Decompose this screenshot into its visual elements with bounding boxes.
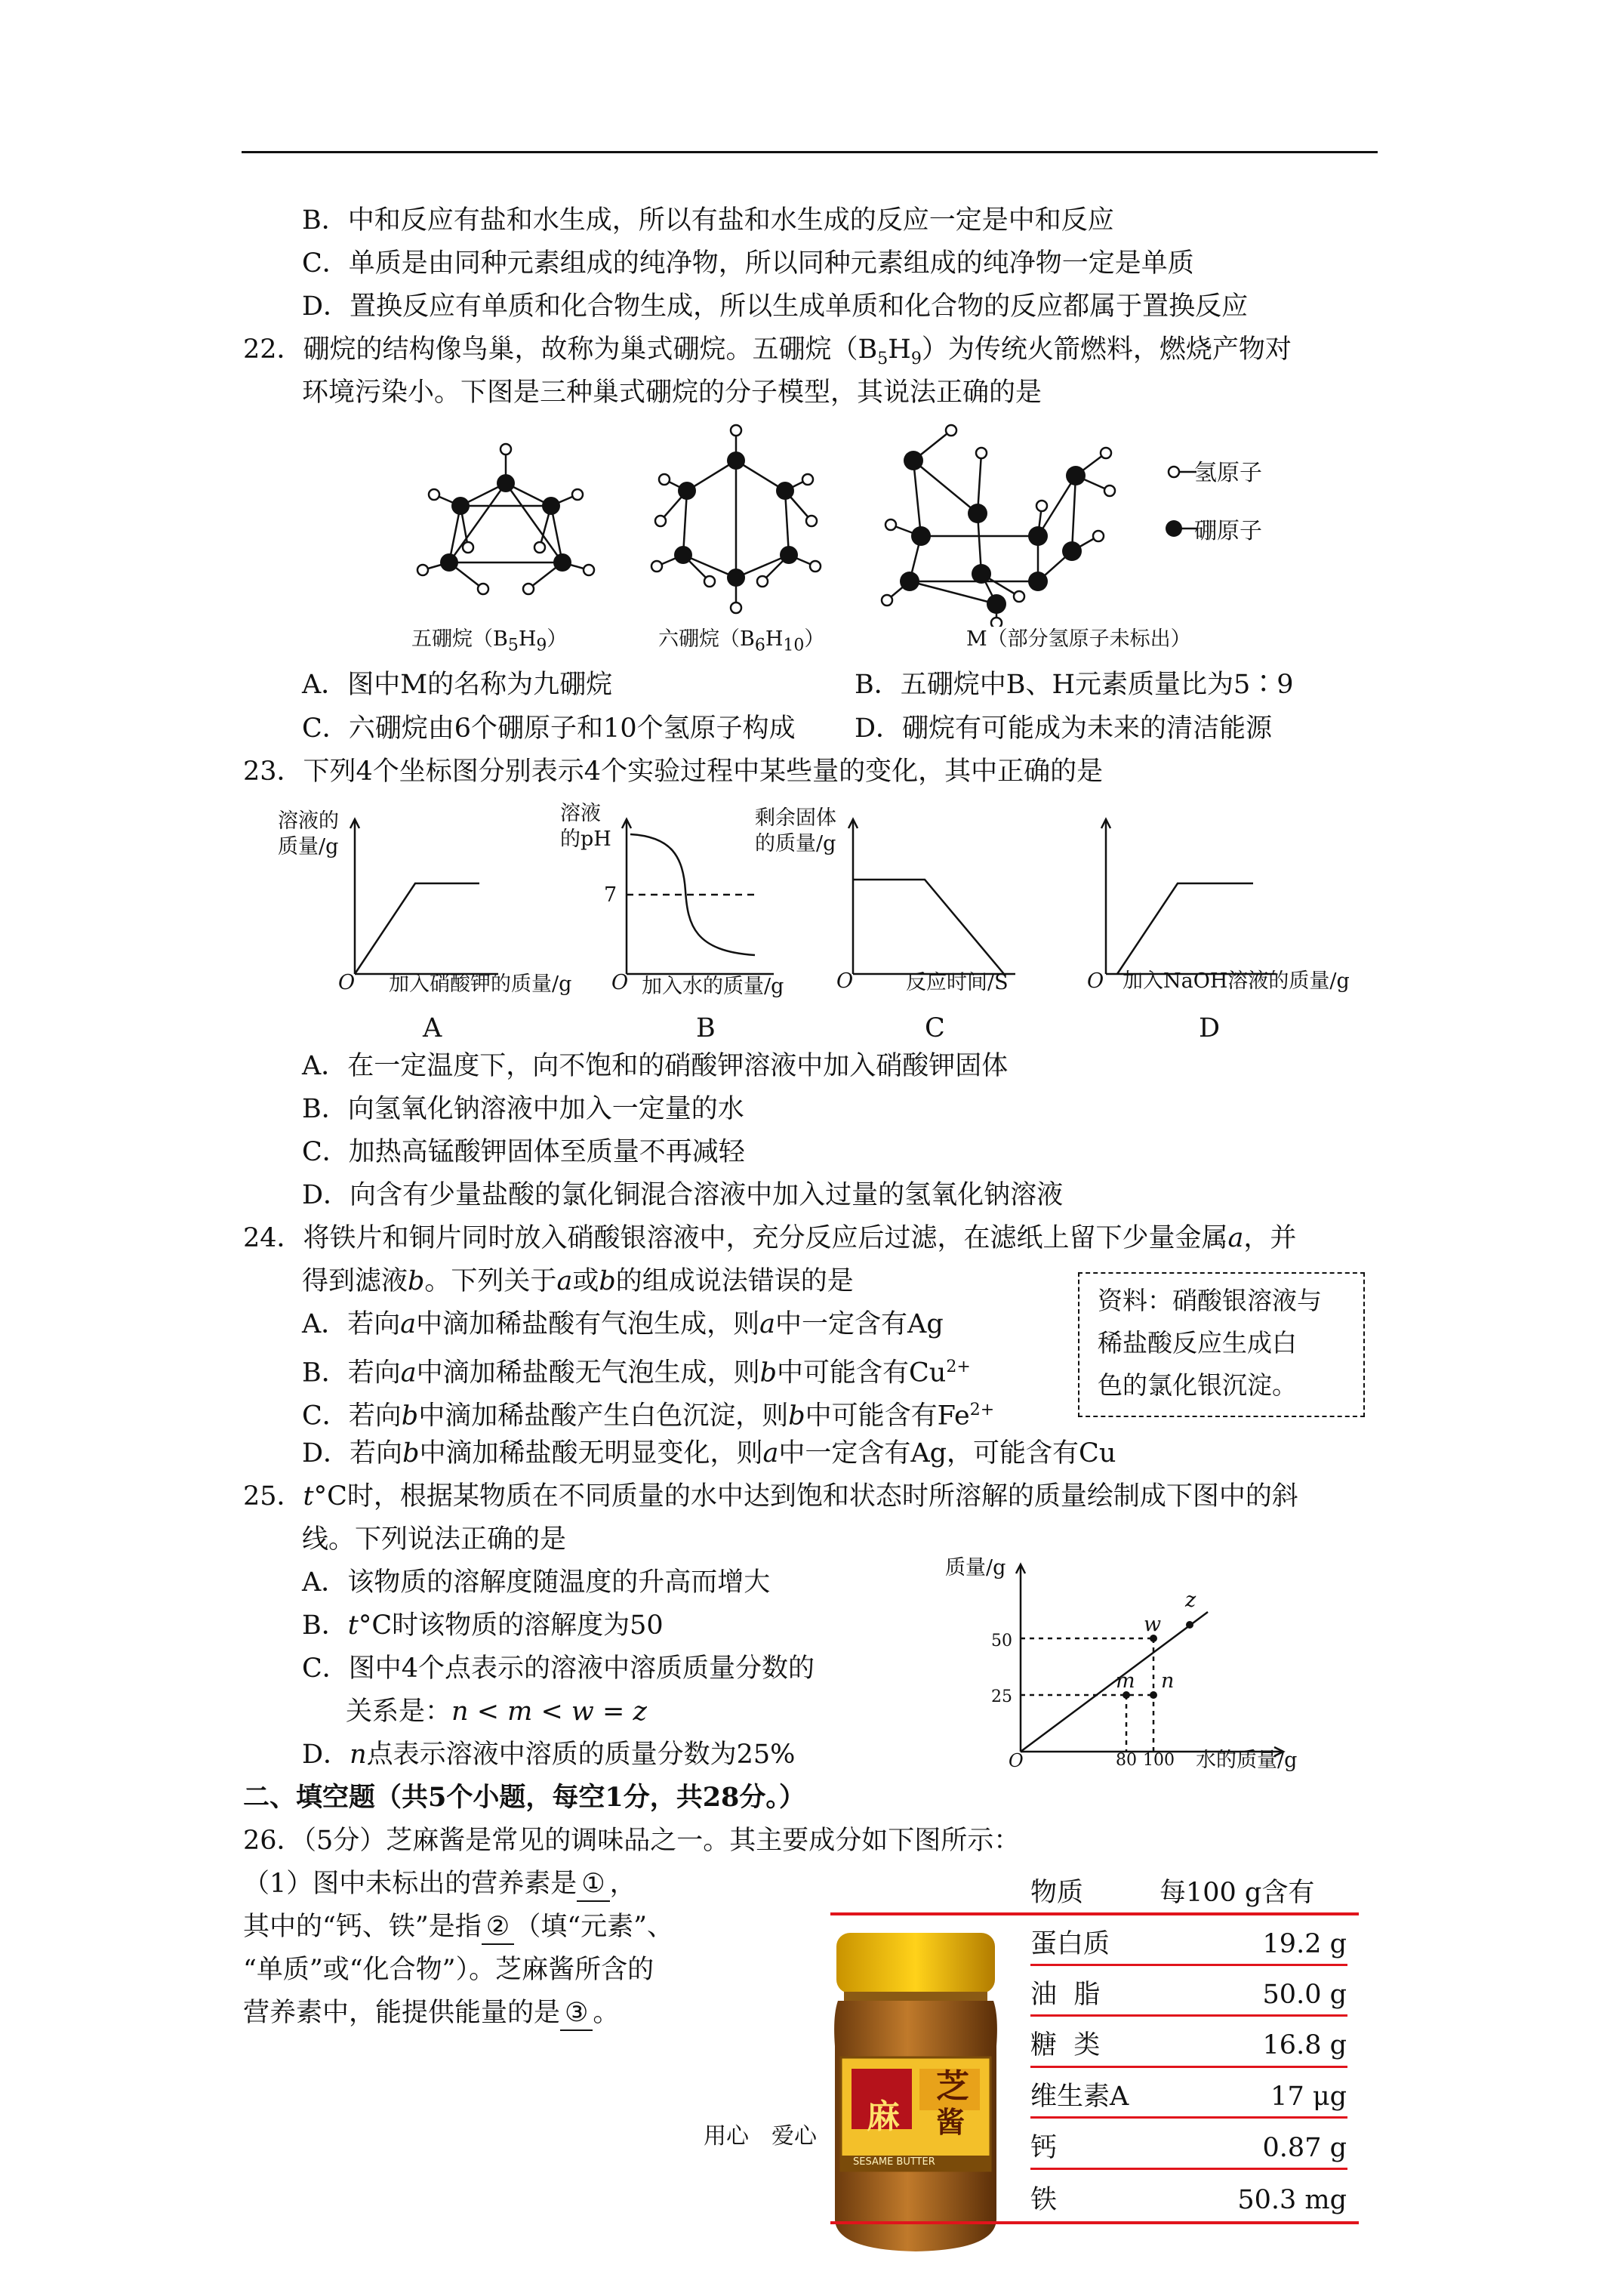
table-row-protein-name: 蛋白质	[1030, 1929, 1110, 1959]
graph-b-ylabel1: 溶液	[560, 802, 601, 825]
table-row-calcium-name: 钙	[1030, 2133, 1058, 2163]
jar-label-en: SESAME BUTTER	[853, 2156, 935, 2168]
graph-b-ylabel2: 的pH	[560, 827, 611, 851]
table-row-vitamina-value: 17 μg	[1270, 2082, 1347, 2112]
q24-stem-line1: 24．将铁片和铜片同时放入硝酸银溶液中，充分反应后过滤，在滤纸上留下少量金属a，并	[243, 1223, 1297, 1253]
table-row-iron-name: 铁	[1030, 2185, 1058, 2215]
q24-option-d: D．若向b中滴加稀盐酸无明显变化，则a中一定含有Ag，可能含有Cu	[302, 1438, 1116, 1469]
graph-c-xlabel: 反应时间/S	[906, 971, 1009, 994]
graph-b-xlabel: 加入水的质量/g	[642, 975, 784, 998]
jar-label-ma: 麻	[867, 2097, 900, 2136]
table-rule-3	[1030, 2066, 1347, 2068]
caption-b5h9: 五硼烷$(B_5H_9)$	[411, 627, 568, 655]
graph-c-ylabel1: 剩余固体	[755, 806, 836, 830]
q22-option-c: C．六硼烷由6个硼原子和10个氢原子构成	[302, 713, 796, 744]
graph-b-letter: B	[696, 1013, 716, 1043]
q22-option-b: B．五硼烷中B、H元素质量比为5∶9	[855, 670, 1294, 700]
q23-option-c: C．加热高锰酸钾固体至质量不再减轻	[302, 1137, 745, 1167]
q26-part1-line3: “单质”或“化合物”）。芝麻酱所含的	[243, 1955, 654, 1985]
table-head-substance: 物质	[1030, 1878, 1084, 1908]
q23-option-a: A．在一定温度下，向不饱和的硝酸钾溶液中加入硝酸钾固体	[302, 1051, 1009, 1081]
q26-part1-line1: （1）图中未标出的营养素是 ① ，	[243, 1867, 636, 1902]
tick-80: 80	[1116, 1751, 1137, 1770]
q22-option-a: A．图中M的名称为九硼烷	[302, 670, 613, 700]
table-rule-2	[1030, 2014, 1347, 2017]
q26-stem: 26．（5分）芝麻酱是常见的调味品之一。其主要成分如下图所示：	[243, 1826, 1021, 1856]
footer-text: 用心 爱心	[704, 2123, 817, 2150]
tick-100: 100	[1143, 1751, 1175, 1770]
graph-c-ylabel2: 的质量/g	[755, 832, 836, 855]
point-z-label: z	[1185, 1589, 1196, 1612]
solubility-graph	[951, 1555, 1298, 1767]
graph-d-xlabel: 加入NaOH溶液的质量/g	[1123, 969, 1350, 993]
borane-models	[393, 423, 1449, 627]
section-2-heading: 二、填空题（共5个小题，每空1分，共28分。）	[243, 1782, 805, 1813]
reference-box	[1078, 1272, 1365, 1417]
q22-stem-line1: 22．硼烷的结构像鸟巢，故称为巢式硼烷。五硼烷$(B_5H_9)$为传统火箭燃料，燃烧产物对	[243, 334, 1292, 368]
graph-a-xlabel: 加入硝酸钾的质量/g	[389, 972, 572, 996]
q22-stem-line2: 环境污染小。下图是三种巢式硼烷的分子模型，其说法正确的是	[302, 378, 1042, 408]
legend-boron: 硼原子	[1194, 518, 1262, 544]
table-rule-top	[830, 1912, 1359, 1915]
table-row-vitamina-name: 维生素A	[1030, 2082, 1129, 2112]
caption-m: M（部分氢原子未标出）	[966, 627, 1191, 651]
solubility-ylabel: 质量/g	[945, 1556, 1006, 1579]
tick-50: 50	[991, 1632, 1012, 1650]
q25-option-c-line2: 关系是：n < m < w = z	[346, 1697, 647, 1727]
q24-option-a: A．若向a中滴加稀盐酸有气泡生成，则a中一定含有Ag	[302, 1309, 944, 1339]
q21-option-c: C．单质是由同种元素组成的纯净物，所以同种元素组成的纯净物一定是单质	[302, 248, 1194, 279]
table-rule-bottom	[830, 2221, 1359, 2224]
q25-option-b: B．t°C时该物质的溶解度为50	[302, 1610, 664, 1641]
nutrition-table	[830, 1872, 1374, 2265]
tick-25: 25	[991, 1687, 1012, 1706]
jar-label-jiang: 酱	[936, 2105, 965, 2139]
blank-2[interactable]: ②	[482, 1910, 514, 1945]
graph-d-letter: D	[1199, 1013, 1221, 1043]
table-row-sugar-name: 糖 类	[1030, 2030, 1101, 2060]
q21-option-d: D．置换反应有单质和化合物生成，所以生成单质和化合物的反应都属于置换反应	[302, 291, 1249, 322]
solubility-xlabel: 水的质量/g	[1196, 1749, 1298, 1772]
jar-label-zhi: 芝	[936, 2067, 969, 2106]
graph-a-origin: O	[338, 971, 356, 994]
table-row-calcium-value: 0.87 g	[1262, 2133, 1347, 2163]
table-row-iron-value: 50.3 mg	[1237, 2185, 1347, 2215]
table-row-protein-value: 19.2 g	[1262, 1929, 1347, 1959]
reference-line1: 资料：硝酸银溶液与	[1098, 1286, 1322, 1315]
graph-c-origin: O	[836, 969, 854, 993]
reference-line2: 稀盐酸反应生成白	[1098, 1328, 1297, 1358]
q23-stem: 23．下列4个坐标图分别表示4个实验过程中某些量的变化，其中正确的是	[243, 757, 1104, 787]
q25-stem-line1: 25．t°C时，根据某物质在不同质量的水中达到饱和状态时所溶解的质量绘制成下图中的斜	[243, 1481, 1298, 1512]
blank-3[interactable]: ③	[560, 1996, 593, 2031]
q26-part1-line4: 营养素中，能提供能量的是 ③ 。	[243, 1996, 619, 2031]
blank-1[interactable]: ①	[577, 1867, 609, 1902]
q24-stem-line2: 得到滤液b。下列关于a或b的组成说法错误的是	[302, 1266, 854, 1296]
graph-a-ylabel2: 质量/g	[278, 835, 339, 858]
table-rule-4	[1030, 2116, 1347, 2119]
graph-b-origin: O	[611, 971, 629, 994]
point-m-label: m	[1116, 1669, 1135, 1693]
q23-option-b: B．向氢氧化钠溶液中加入一定量的水	[302, 1094, 744, 1124]
table-row-fat-value: 50.0 g	[1262, 1980, 1347, 2010]
table-rule-1	[1030, 1964, 1347, 1966]
q25-option-c-line1: C．图中4个点表示的溶液中溶质质量分数的	[302, 1653, 815, 1684]
graph-d-origin: O	[1087, 969, 1104, 993]
q25-stem-line2: 线。下列说法正确的是	[302, 1524, 567, 1555]
graph-b-seven: 7	[604, 883, 617, 907]
graph-a-ylabel1: 溶液的	[278, 809, 339, 833]
header-rule	[242, 151, 1378, 153]
solubility-origin: O	[1009, 1750, 1024, 1771]
q25-option-a: A．该物质的溶解度随温度的升高而增大	[302, 1567, 771, 1598]
table-row-fat-name: 油 脂	[1030, 1980, 1101, 2010]
caption-b6h10: 六硼烷$(B_6H_{10})$	[658, 627, 825, 655]
graph-a-letter: A	[423, 1013, 442, 1043]
table-rule-5	[1030, 2168, 1347, 2170]
point-w-label: w	[1144, 1613, 1162, 1636]
q24-option-b: B．若向a中滴加稀盐酸无气泡生成，则b中可能含有$Cu^{2+}$	[302, 1358, 971, 1388]
q24-option-c: C．若向b中滴加稀盐酸产生白色沉淀，则b中可能含有$Fe^{2+}$	[302, 1401, 995, 1432]
q25-option-d: D．n点表示溶液中溶质的质量分数为25%	[302, 1740, 796, 1770]
q22-option-d: D．硼烷有可能成为未来的清洁能源	[855, 713, 1273, 744]
legend-hydrogen: 氢原子	[1194, 460, 1262, 486]
table-head-per100g: 每100 g含有	[1160, 1878, 1315, 1908]
reference-line3: 色的氯化银沉淀。	[1098, 1370, 1297, 1400]
table-row-sugar-value: 16.8 g	[1262, 2030, 1347, 2060]
graph-c-letter: C	[925, 1013, 945, 1043]
q26-part1-line2: 其中的“钙、铁”是指 ② （填“元素”、	[243, 1910, 673, 1945]
q21-option-b: B．中和反应有盐和水生成，所以有盐和水生成的反应一定是中和反应	[302, 205, 1114, 236]
point-n-label: n	[1161, 1669, 1175, 1693]
q23-option-d: D．向含有少量盐酸的氯化铜混合溶液中加入过量的氢氧化钠溶液	[302, 1180, 1064, 1210]
